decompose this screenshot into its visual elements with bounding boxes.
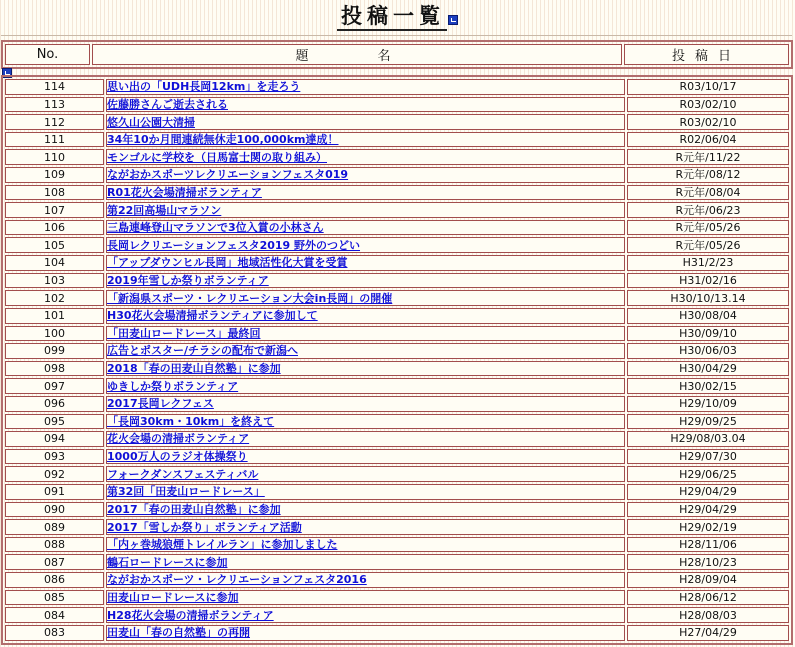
table-row [5,378,789,394]
table-row [5,132,789,148]
post-title-link[interactable]: 長岡レクリエーションフェスタ2019 野外のつどい [107,238,361,252]
post-title-link[interactable]: 1000万人のラジオ体操祭り [107,450,248,464]
post-number: 105 [5,237,104,253]
table-row [5,590,789,606]
post-date: R元年/08/04 [627,185,789,201]
post-title-cell [106,625,625,641]
post-date: H29/04/29 [627,484,789,500]
post-title-cell [106,202,625,218]
post-date: H28/08/03 [627,607,789,623]
post-title-cell [106,185,625,201]
post-title-link[interactable]: 第22回高場山マラソン [107,203,222,217]
post-number: 091 [5,484,104,500]
table-row [5,361,789,377]
post-title-link[interactable]: 「内ヶ巻城狼煙トレイルラン」に参加しました [107,538,338,552]
post-number: 096 [5,396,104,412]
post-number: 084 [5,607,104,623]
post-title-cell [106,572,625,588]
post-number: 110 [5,149,104,165]
post-title-cell [106,290,625,306]
table-row [5,537,789,553]
table-row [5,554,789,570]
post-date: H29/07/30 [627,449,789,465]
table-row [5,414,789,430]
post-title-link[interactable]: 悠久山公園大清掃 [107,115,195,129]
post-title-link[interactable]: ゆきしか祭りボランティア [107,379,239,393]
post-date: H29/02/19 [627,519,789,535]
post-number: 087 [5,554,104,570]
post-date: R03/02/10 [627,97,789,113]
post-title-cell [106,114,625,130]
post-date: H28/06/12 [627,590,789,606]
column-header-table [1,40,793,69]
post-title-cell [106,273,625,289]
post-title-link[interactable]: ながおかスポーツレクリエーションフェスタ019 [107,168,349,182]
post-date: R元年/08/12 [627,167,789,183]
post-date: H30/04/29 [627,361,789,377]
table-row [5,202,789,218]
post-date: H31/2/23 [627,255,789,271]
post-number: 095 [5,414,104,430]
post-title-cell [106,537,625,553]
post-title-cell [106,361,625,377]
post-title-link[interactable]: 2017「春の田麦山自然塾」に参加 [107,502,281,516]
post-title-link[interactable]: 「長岡30km・10km」を終えて [107,414,275,428]
post-number: 088 [5,537,104,553]
post-title-cell [106,97,625,113]
post-title-link[interactable]: 2018「春の田麦山自然塾」に参加 [107,362,281,376]
post-number: 097 [5,378,104,394]
post-title-cell [106,255,625,271]
post-number: 104 [5,255,104,271]
post-title-link[interactable]: 田麦山ロードレースに参加 [107,590,239,604]
post-date: H28/10/23 [627,554,789,570]
post-number: 085 [5,590,104,606]
post-title-cell [106,607,625,623]
post-date: R元年/05/26 [627,237,789,253]
table-row [5,431,789,447]
post-title-link[interactable]: R01花火会場清掃ボランティア [107,185,262,199]
post-number: 101 [5,308,104,324]
post-date: H29/04/29 [627,502,789,518]
post-number: 098 [5,361,104,377]
table-row [5,625,789,641]
post-list-table [1,75,793,645]
table-row [5,255,789,271]
post-number: 089 [5,519,104,535]
table-row [5,326,789,342]
table-row [5,149,789,165]
table-row [5,343,789,359]
table-row [5,220,789,236]
post-title-link[interactable]: 2017「雪しか祭り」ボランティア活動 [107,520,302,534]
post-title-cell [106,431,625,447]
post-date: R元年/06/23 [627,202,789,218]
post-title-cell [106,590,625,606]
post-title-cell [106,149,625,165]
post-number: 086 [5,572,104,588]
post-title-cell [106,167,625,183]
post-title-cell [106,519,625,535]
post-date: R03/02/10 [627,114,789,130]
post-number: 106 [5,220,104,236]
post-title-link[interactable]: 「アップダウンヒル長岡」地域活性化大賞を受賞 [107,256,348,270]
post-date: H29/10/09 [627,396,789,412]
post-date: H30/10/13.14 [627,290,789,306]
post-number: 090 [5,502,104,518]
divider [1,35,792,36]
post-number: 113 [5,97,104,113]
table-row [5,167,789,183]
post-title-link[interactable]: 2019年雪しか祭りボランティア [107,274,269,287]
post-number: 083 [5,625,104,641]
table-row [5,484,789,500]
post-number: 100 [5,326,104,342]
table-row [5,308,789,324]
post-title-link[interactable]: 2017長岡レクフェス [107,397,214,411]
post-title-cell [106,396,625,412]
post-title-link[interactable]: フォークダンスフェスティバル [107,467,259,481]
post-date: R元年/05/26 [627,220,789,236]
post-title-cell [106,237,625,253]
post-title-cell [106,343,625,359]
post-title-link[interactable]: ながおかスポーツ・レクリエーションフェスタ2016 [107,573,367,587]
post-date: H28/11/06 [627,537,789,553]
post-title-link[interactable]: 第32回「田麦山ロードレース」 [107,485,265,499]
post-date: R元年/11/22 [627,149,789,165]
post-date: H30/06/03 [627,343,789,359]
post-title-cell [106,502,625,518]
table-row [5,114,789,130]
post-date: H28/09/04 [627,572,789,588]
post-title-link[interactable]: 広告とポスター/チラシの配布で新潟へ [107,344,299,358]
anchor-icon[interactable] [448,15,458,25]
post-number: 108 [5,185,104,201]
post-date: H29/06/25 [627,466,789,482]
post-number: 103 [5,273,104,289]
post-title-link[interactable]: 田麦山「春の自然塾」の再開 [107,626,250,640]
page-title: 投稿一覧 [337,4,447,31]
post-date: H29/08/03.04 [627,431,789,447]
post-number: 111 [5,132,104,148]
post-title-cell [106,220,625,236]
post-date: H30/09/10 [627,326,789,342]
post-number: 109 [5,167,104,183]
table-row [5,572,789,588]
post-number: 093 [5,449,104,465]
header-date: 投稿日 [624,44,789,65]
post-title-link[interactable]: モンゴルに学校を（日馬富士関の取り組み） [107,150,327,164]
table-row [5,290,789,306]
table-row [5,79,789,95]
post-title-cell [106,414,625,430]
page-header [0,4,795,31]
post-date: R03/10/17 [627,79,789,95]
post-title-link[interactable]: 鶴石ロードレースに参加 [107,555,228,569]
table-row [5,396,789,412]
post-number: 112 [5,114,104,130]
post-number: 099 [5,343,104,359]
table-row [5,502,789,518]
header-title: 題 名 [92,44,622,65]
table-row [5,97,789,113]
post-title-cell [106,466,625,482]
table-row [5,273,789,289]
header-no: No. [5,44,90,65]
post-title-cell [106,79,625,95]
post-date: R02/06/04 [627,132,789,148]
post-number: 102 [5,290,104,306]
post-title-link[interactable]: 「新潟県スポーツ・レクリエーション大会in長岡」の開催 [107,291,393,305]
post-title-link[interactable]: 花火会場の清掃ボランティア [107,432,250,446]
post-title-link[interactable]: H28花火会場の清掃ボランティア [107,608,274,622]
post-title-cell [106,378,625,394]
post-title-link[interactable]: 三島連峰登山マラソンで3位入賞の小林さん [107,221,324,235]
post-number: 114 [5,79,104,95]
table-row [5,449,789,465]
post-title-cell [106,326,625,342]
post-title-link[interactable]: 佐藤勝さんご逝去される [107,97,228,111]
post-title-cell [106,484,625,500]
table-row [5,519,789,535]
post-title-cell [106,449,625,465]
post-number: 107 [5,202,104,218]
post-title-link[interactable]: H30花火会場清掃ボランティアに参加して [107,309,318,323]
post-date: H27/04/29 [627,625,789,641]
post-date: H31/02/16 [627,273,789,289]
post-title-cell [106,132,625,148]
post-title-cell [106,308,625,324]
post-number: 094 [5,431,104,447]
table-row [5,607,789,623]
post-date: H30/02/15 [627,378,789,394]
post-title-link[interactable]: 「田麦山ロードレース」最終回 [107,326,261,340]
post-title-link[interactable]: 34年10か月間連続無休走100,000km達成！ [107,133,339,147]
table-row [5,466,789,482]
table-row [5,185,789,201]
table-row [5,237,789,253]
post-date: H29/09/25 [627,414,789,430]
post-number: 092 [5,466,104,482]
post-date: H30/08/04 [627,308,789,324]
post-title-cell [106,554,625,570]
post-title-link[interactable]: 思い出の「UDH長岡12km」を走ろう [107,80,301,94]
